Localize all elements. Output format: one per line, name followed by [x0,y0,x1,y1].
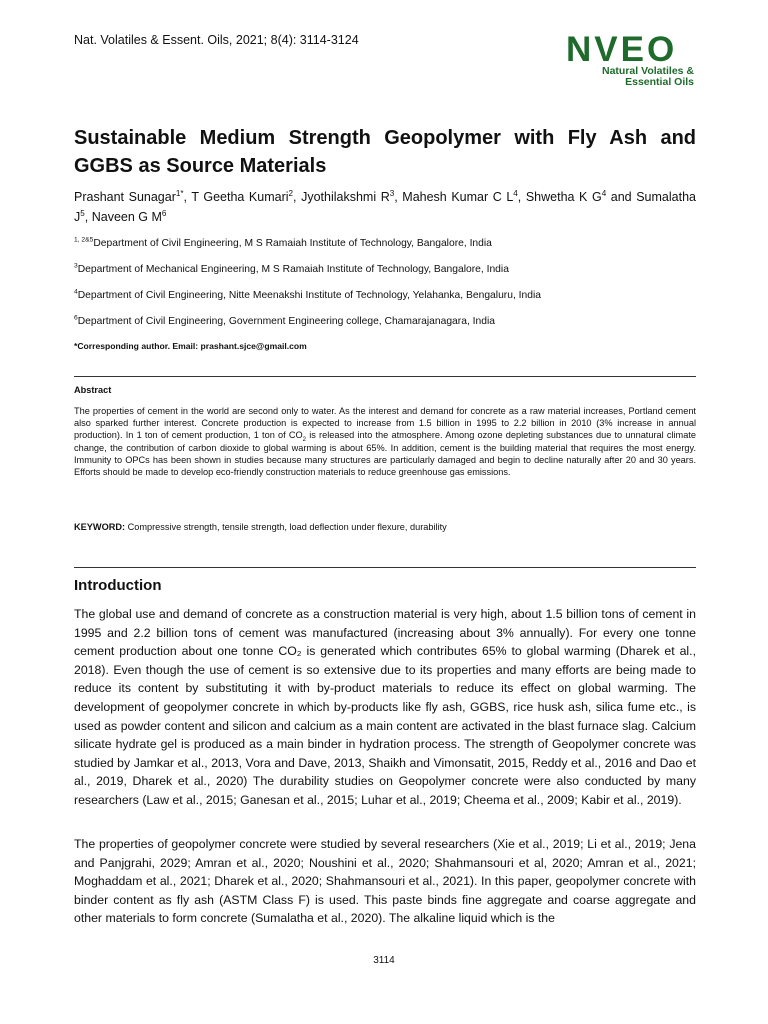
author-name: Shwetha K G [525,190,602,204]
affiliation-mark: 1, 2&5 [74,236,94,244]
author-name: Naveen G M [91,210,162,224]
affiliation-text: Department of Mechanical Engineering, M S Ramaiah Institute of Technology, Bangalore, India [77,264,509,275]
keywords [74,522,696,532]
author-affil-mark: 2 [288,188,294,198]
abstract-top-rule [74,376,696,377]
author-list [74,187,696,227]
logo-subtitle-line1: Natural Volatiles & [602,65,694,77]
author-affil-mark: 5 [80,208,85,218]
abstract-heading: Abstract [74,385,112,395]
page-number: 3114 [373,955,395,966]
paper-title: Sustainable Medium Strength Geopolymer with Fly Ash and GGBS as Source Materials [74,127,696,177]
abstract-bottom-rule [74,567,696,568]
author-separator: , [293,190,302,204]
author-name: T Geetha Kumari [191,190,289,204]
affiliation [74,238,696,249]
abstract-text-part2: is released into the atmosphere. Among ozone depleting substances due to unnatural climate change, the contribution of carbon dioxide to global warming is about 65%. In addition, cement is the building material that requires the most energy. Immunity to OPCs has been shown in studies because many structures are particularly damaged and begin to decline naturally after 20 and 30 years. Efforts should be made to develop eco-friendly construction materials to reduce greenhouse gas emissions. [74,430,696,478]
nveo-logo [566,30,694,88]
author-separator: and [606,190,637,204]
affiliation-text: Department of Civil Engineering, Nitte Meenakshi Institute of Technology, Yelahanka, Bengaluru, India [77,290,541,301]
author-separator: , [394,190,403,204]
affiliation [74,290,696,301]
keyword-list: Compressive strength, tensile strength, load deflection under flexure, durability [125,522,447,532]
author-name: Jyothilakshmi R [301,190,390,204]
logo-subtitle-line2: Essential Oils [625,76,694,88]
journal-citation: Nat. Volatiles & Essent. Oils, 2021; 8(4): 3114-3124 [74,33,359,47]
author-separator: , [84,210,92,224]
abstract-text [74,405,696,478]
author-separator: , [183,190,192,204]
affiliation-text: Department of Civil Engineering, Government Engineering college, Chamarajanagara, India [77,316,495,327]
author-affil-mark: 4 [601,188,607,198]
affiliation-mark: 4 [74,288,78,296]
abstract-subscript: 2 [302,437,306,444]
keyword-label: KEYWORD: [74,522,126,532]
author-affil-mark: 6 [161,208,167,218]
author-separator: , [517,190,526,204]
affiliation [74,264,696,275]
introduction-paragraph-1: The global use and demand of concrete as a construction material is very high, about 1.5 billion tons of cement in 1995 and 2.2 billion tons of cement was manufactured (increasing about 3% annually). For every one tonne cement production about one tonne CO₂ is generated which contributes 65% to global warming (Dharek et al., 2018). Even though the use of cement is so extensive due to its properties and many efforts are being made to reduce its content by substituting it with by-product materials to reduce its effect on global warming. The development of geopolymer concrete in which by-products like fly ash, GGBS, rice husk ash, silica fume etc., is used as powder content and silicon and calcium as a main content are activated in the blast furnace slag. Calcium silicate hydrate gel is produced as a main binder in hydration process. The strength of Geopolymer concrete was studied by Jamkar et al., 2013, Vora and Dave, 2013, Shaikh and Vimonsatit, 2015, Reddy et al., 2016 and Dao et al., 2019, Dharek et al., 2020) The durability studies on Geopolymer concrete were also conducted by many researchers (Law et al., 2015; Ganesan et al., 2015; Luhar et al., 2019; Cheema et al., 2009; Kabir et al., 2019). [74,607,696,807]
affiliation [74,316,696,327]
affiliation-mark: 6 [74,314,78,322]
introduction-heading: Introduction [74,577,162,594]
affiliation-mark: 3 [74,262,78,270]
abstract-text-part1: The properties of cement in the world are second only to water. As the interest and demand for concrete as a raw material increases, Portland cement also sparked further interest. Concrete production is expected to increase from 1.5 billion in 1995 to 2.2 billion in 2010 (3% increase in annual production). In 1 ton of cement production, 1 ton of CO [74,406,696,441]
corresponding-author: *Corresponding author. Email: prashant.sjce@gmail.com [74,341,307,351]
author-affil-mark: 1* [175,188,184,198]
author-name: Prashant Sunagar [74,190,176,204]
author-affil-mark: 4 [513,188,518,198]
author-affil-mark: 3 [389,188,395,198]
author-name: Sumalatha J [74,190,696,224]
author-name: Mahesh Kumar C L [402,190,514,204]
introduction-paragraph-2: The properties of geopolymer concrete were studied by several researchers (Xie et al., 2019; Li et al., 2019; Jena and Panjgrahi, 2029; Amran et al., 2020; Noushini et al., 2020; Shahmansouri et al, 2020; Amran et al., 2021; Moghaddam et al., 2021; Dharek et al., 2020; Shahmansouri et al., 2021). In this paper, geopolymer concrete with binder content as fly ash (ASTM Class F) is used. This paste binds fine aggregate and coarse aggregate and other materials to form concrete (Sumalatha et al., 2020). The alkaline liquid which is the [74,837,696,926]
logo-main-text: NVEO [566,30,678,69]
affiliation-text: Department of Civil Engineering, M S Ramaiah Institute of Technology, Bangalore, India [93,238,492,249]
